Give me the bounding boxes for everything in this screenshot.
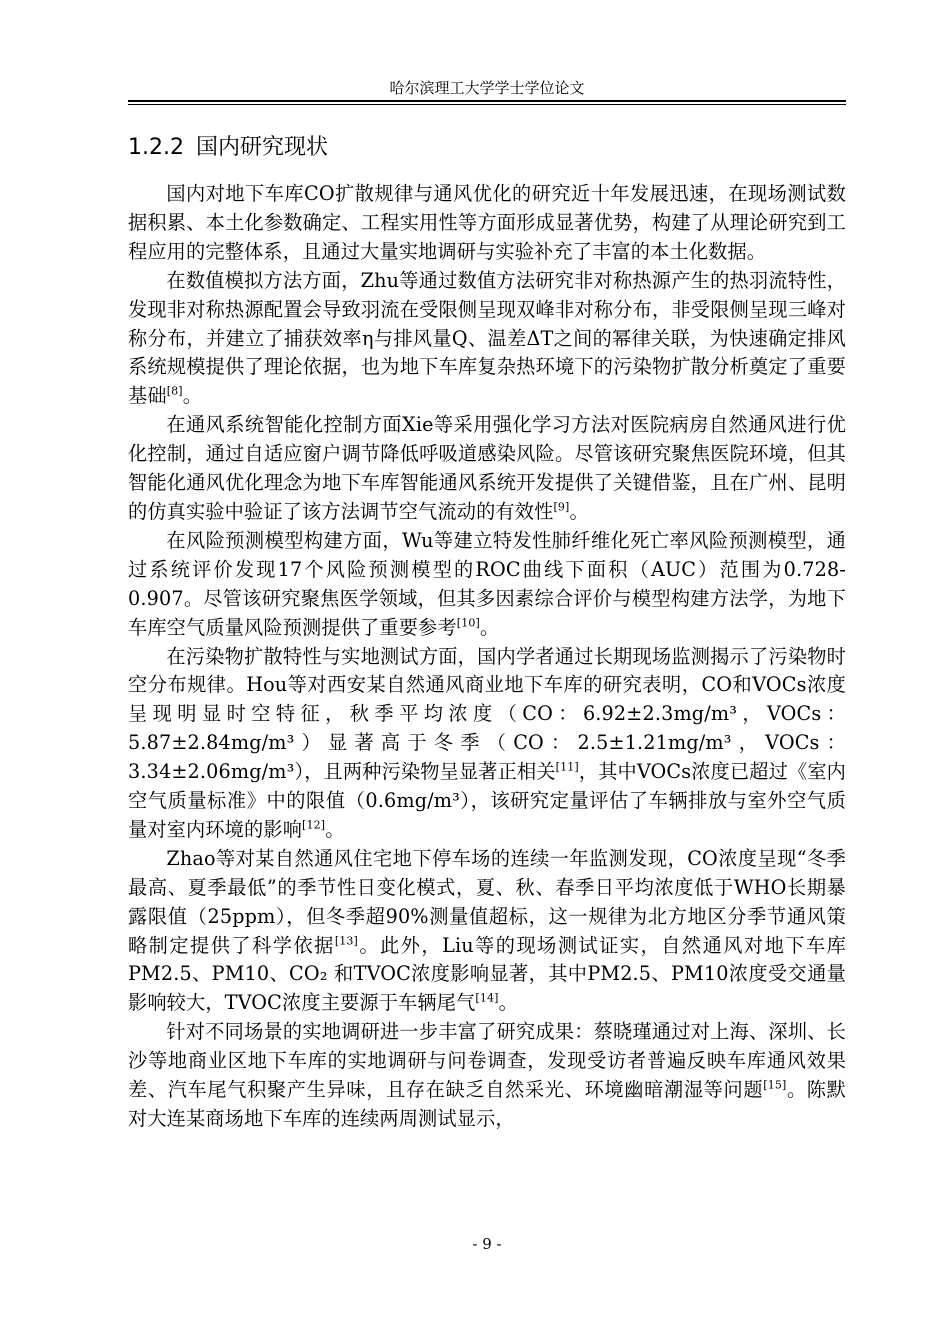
paragraph-text: 在通风系统智能化控制方面Xie等采用强化学习方法对医院病房自然通风进行优化控制，通过自适应窗户调节降低呼吸道感染风险。尽管该研究聚焦医院环境，但其智能化通风优化理念为地下车库智能通风系统开发提供了关键借鉴，且在广州、昆明的仿真实验中验证了该方法调节空气流动的有效性 [128, 413, 846, 523]
paragraph-text: 在风险预测模型构建方面，Wu等建立特发性肺纤维化死亡率风险预测模型，通过系统评价发现17个风险预测模型的ROC曲线下面积（AUC）范围为0.728-0.907。尽管该研究聚焦医学领域，但其多因素综合评价与模型构建方法学，为地下车库空气质量风险预测提供了重要参考 [128, 528, 846, 639]
running-header: 哈尔滨理工大学学士学位论文 [389, 79, 585, 97]
paragraph-text: 在污染物扩散特性与实地测试方面，国内学者通过长期现场监测揭示了污染物时空分布规律。Hou等对西安某自然通风商业地下车库的研究表明，CO和VOCs浓度呈现明显时空特征，秋季平均浓度（CO：6.92±2.3mg/m³，VOCs：5.87±2.84mg/m³）显著高于冬季（CO：2.5±1.21mg/m³，VOCs：3.34±2.06mg/m³），且两种污染物呈显著正相关 [128, 644, 846, 784]
paragraph-text: 国内对地下车库CO扩散规律与通风优化的研究近十年发展迅速，在现场测试数据积累、本土化参数确定、工程实用性等方面形成显著优势，构建了从理论研究到工程应用的完整体系，且通过大量实地调研与实验补充了丰富的本土化数据。 [128, 182, 846, 263]
paragraph-6 [128, 845, 846, 1018]
paragraph-text: 针对不同场景的实地调研进一步丰富了研究成果：蔡晓瑾通过对上海、深圳、长沙等地商业区地下车库的实地调研与问卷调查，发现受访者普遍反映车库通风效果差、汽车尾气积聚产生异味，且存在缺乏自然采光、环境幽暗潮湿等问题 [128, 1020, 846, 1102]
paragraph-2 [128, 267, 846, 412]
header-rule-thin [128, 104, 846, 105]
citation-ref: [13] [334, 934, 358, 948]
body-text [128, 180, 846, 1134]
paragraph-tail: ，其中VOCs浓度已超过《室内空气质量标准》中的限值（0.6mg/m³），该研究定量评估了车辆排放与室外空气质量对室内环境的影响 [128, 760, 846, 841]
citation-ref: [8] [166, 384, 183, 398]
citation-ref: [11] [555, 760, 579, 774]
header-rule [128, 100, 846, 102]
paragraph-tail: 。 [182, 384, 203, 408]
paragraph-tail: 。此外，Liu等的现场测试证实，自然通风对地下车库PM2.5、PM10、CO₂ 和TVOC浓度影响显著，其中PM2.5、PM10浓度受交通量影响较大，TVOC浓度主要源于车辆尾气 [128, 933, 846, 1015]
section-heading [128, 133, 328, 163]
citation-ref: [14] [475, 991, 499, 1005]
paragraph-tail: 。陈默对大连某商场地下车库的连续两周测试显示， [128, 1078, 846, 1130]
section-title: 国内研究现状 [195, 135, 328, 160]
paragraph-tail: 。 [569, 499, 589, 523]
citation-ref: [12] [302, 818, 326, 832]
page-number: - 9 - [472, 1235, 502, 1253]
paragraph-3 [128, 411, 846, 527]
citation-ref: [9] [553, 500, 570, 514]
paragraph-tail: 。 [325, 817, 345, 841]
paragraph-tail: 。 [479, 615, 500, 639]
paragraph-7 [128, 1018, 846, 1134]
paragraph-text: 在数值模拟方法方面，Zhu等通过数值方法研究非对称热源产生的热羽流特性，发现非对称热源配置会导致羽流在受限侧呈现双峰非对称分布，非受限侧呈现三峰对称分布，并建立了捕获效率η与排风量Q、温差ΔT之间的幂律关联，为快速确定排风系统规模提供了理论依据，也为地下车库复杂热环境下的污染物扩散分析奠定了重要基础 [128, 268, 846, 408]
citation-ref: [10] [456, 616, 480, 630]
paragraph-text: Zhao等对某自然通风住宅地下停车场的连续一年监测发现，CO浓度呈现“冬季最高、夏季最低”的季节性日变化模式，夏、秋、春季日平均浓度低于WHO长期暴露限值（25ppm），但冬季超90%测量值超标，这一规律为北方地区分季节通风策略制定提供了科学依据 [128, 846, 846, 957]
section-number: 1.2.2 [128, 135, 184, 160]
paragraph-1 [128, 180, 846, 267]
paragraph-5 [128, 643, 846, 845]
citation-ref: [15] [763, 1078, 787, 1092]
paragraph-tail: 。 [498, 991, 518, 1015]
paragraph-4 [128, 527, 846, 643]
